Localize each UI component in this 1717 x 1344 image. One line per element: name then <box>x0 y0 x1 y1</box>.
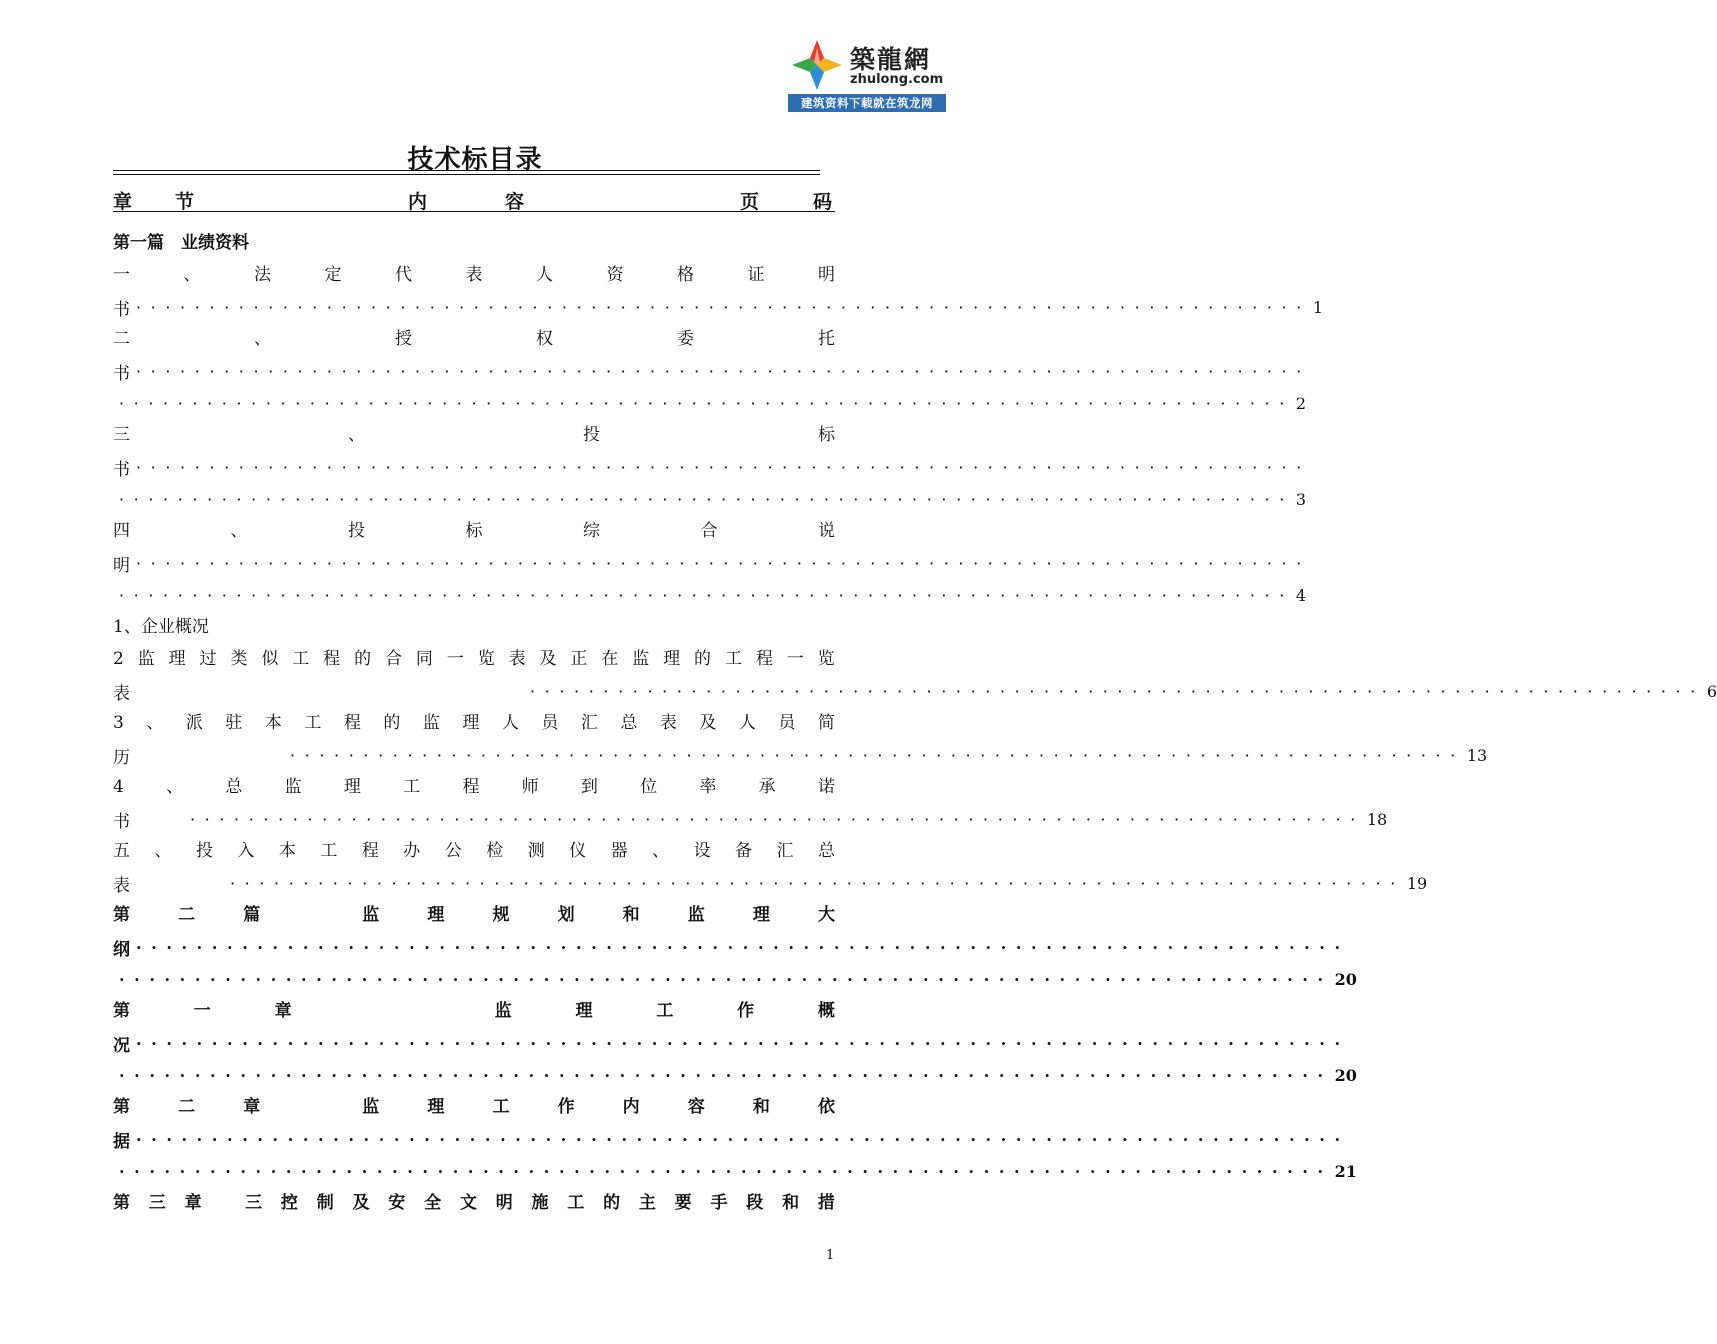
toc-entry-1-line: 一 、 法 定 代 表 人 资 格 证 明 <box>113 265 835 285</box>
toc-chapter-1-page: ················································································ 20 <box>119 1065 1357 1085</box>
part1-title: 第一篇 业绩资料 <box>113 233 249 253</box>
toc-part2-leader: 纲 ················································································ <box>113 937 1350 960</box>
toc-sub-entry-1-line: 2 监 理 过 类 似 工 程 的 合 同 一 览 表 及 正 在 监 理 的 工 程 一 览 <box>113 649 835 669</box>
toc-chapter-2-line: 第 二 章 监 理 工 作 内 容 和 依 <box>113 1097 835 1117</box>
toc-entry-3-page: ················································································ 3 <box>119 489 1307 509</box>
toc-entry-3-line: 三 、 投 标 <box>113 425 835 445</box>
toc-sub-entry-2-leader: 历 ················································································ 13 <box>113 745 1488 768</box>
header-page-1: 页 <box>740 191 760 213</box>
toc-chapter-3-line: 第 三 章 三 控 制 及 安 全 文 明 施 工 的 主 要 手 段 和 措 <box>113 1193 835 1213</box>
toc-chapter-2-page: ················································································ 21 <box>119 1161 1357 1181</box>
toc-sub-entry-4-leader: 表 ················································································ 19 <box>113 873 1428 896</box>
toc-part2-line: 第 二 篇 监 理 规 划 和 监 理 大 <box>113 905 835 925</box>
logo-site: zhulong.com <box>850 72 944 87</box>
page-title: 技术标目录 <box>407 145 543 175</box>
toc-sub-entry-2-line: 3 、 派 驻 本 工 程 的 监 理 人 员 汇 总 表 及 人 员 简 <box>113 713 835 733</box>
header-page-2: 码 <box>813 191 833 213</box>
header-chapter: 章 <box>113 191 133 213</box>
toc-chapter-1-line: 第 一 章 监 理 工 作 概 <box>113 1001 835 1021</box>
toc-entry-1-leader: 书 ················································································ 1 <box>113 297 1324 320</box>
toc-sub-entry-3-line: 4 、 总 监 理 工 程 师 到 位 率 承 诺 <box>113 777 835 797</box>
toc-sub-entry-1-leader: 表 ················································································ 6 <box>113 681 1717 704</box>
footer-page-number: 1 <box>826 1248 835 1263</box>
title-rule-top <box>113 170 820 171</box>
toc-entry-2-leader: 书 ················································································ <box>113 361 1311 384</box>
logo-banner: 建筑资料下载就在筑龙网 <box>788 94 946 112</box>
zhulong-logo <box>788 36 946 114</box>
title-rule-bottom <box>113 174 820 175</box>
header-content-2: 容 <box>505 191 525 213</box>
logo-brand: 築龍網 <box>850 45 932 74</box>
toc-entry-2-page: ················································································ 2 <box>119 393 1307 413</box>
sub-heading: 1、企业概况 <box>113 617 209 637</box>
toc-chapter-2-leader: 据 ················································································ <box>113 1129 1350 1152</box>
toc-entry-4-leader: 明 ················································································ <box>113 553 1311 576</box>
toc-entry-4-page: ················································································ 4 <box>119 585 1307 605</box>
header-content-1: 内 <box>408 191 428 213</box>
toc-entry-3-leader: 书 ················································································ <box>113 457 1311 480</box>
header-rule <box>113 211 835 212</box>
toc-part2-page: ················································································ 20 <box>119 969 1357 989</box>
header-section: 节 <box>175 191 195 213</box>
toc-chapter-1-leader: 况 ················································································ <box>113 1033 1350 1056</box>
logo-icon <box>790 38 844 92</box>
toc-entry-4-line: 四 、 投 标 综 合 说 <box>113 521 835 541</box>
toc-entry-2-line: 二 、 授 权 委 托 <box>113 329 835 349</box>
toc-sub-entry-4-line: 五 、 投 入 本 工 程 办 公 检 测 仪 器 、 设 备 汇 总 <box>113 841 835 861</box>
toc-sub-entry-3-leader: 书 ················································································ 18 <box>113 809 1388 832</box>
